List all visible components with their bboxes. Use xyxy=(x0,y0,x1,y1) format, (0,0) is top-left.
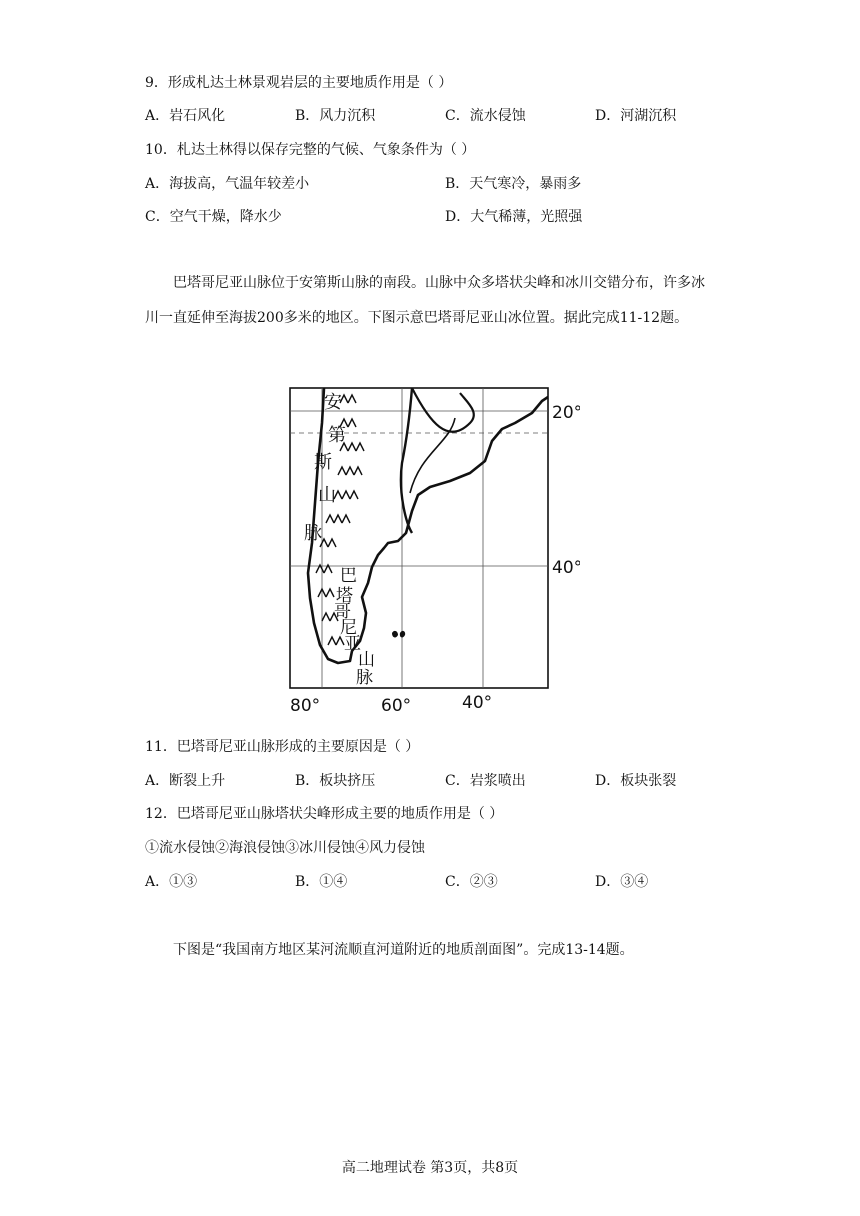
question-12-option-a: A．①③ xyxy=(145,874,198,890)
map-svg xyxy=(280,383,580,723)
question-12-sub: ①流水侵蚀②海浪侵蚀③冰川侵蚀④风力侵蚀 xyxy=(145,840,425,856)
patagonia-label-char: 巴 xyxy=(340,566,357,586)
andes-label-char: 斯 xyxy=(314,452,332,473)
question-12-stem: 12．巴塔哥尼亚山脉塔状尖峰形成主要的地质作用是（ ） xyxy=(145,806,504,822)
andes-label-char: 安 xyxy=(324,392,342,413)
question-11-option-a: A．断裂上升 xyxy=(145,773,226,789)
question-10-option-b: B．天气寒冷，暴雨多 xyxy=(445,176,582,192)
patagonia-label-char: 尼 xyxy=(340,618,357,638)
passage-patagonia: 巴塔哥尼亚山脉位于安第斯山脉的南段。山脉中众多塔状尖峰和冰川交错分布，许多冰川一直延伸至海拔200多米的地区。下图示意巴塔哥尼亚山冰位置。据此完成11-12题。 xyxy=(145,275,705,326)
question-12-option-b: B．①④ xyxy=(295,874,348,890)
lat-label-40: 40° xyxy=(552,558,580,578)
question-11-option-c: C．岩浆喷出 xyxy=(445,773,526,789)
question-9-option-c: C．流水侵蚀 xyxy=(445,108,526,124)
question-11-stem: 11．巴塔哥尼亚山脉形成的主要原因是（ ） xyxy=(145,739,420,755)
question-10-option-a: A．海拔高，气温年较差小 xyxy=(145,176,310,192)
question-12-option-c: C．②③ xyxy=(445,874,498,890)
lon-label-60: 60° xyxy=(381,696,412,716)
patagonia-label-char: 哥 xyxy=(334,602,351,622)
question-11-option-b: B．板块挤压 xyxy=(295,773,376,789)
andes-label-char: 第 xyxy=(328,425,346,446)
andes-label-char: 脉 xyxy=(304,523,322,544)
lon-label-80: 80° xyxy=(290,696,321,716)
question-10-stem: 10．札达土林得以保存完整的气候、气象条件为（ ） xyxy=(145,142,476,158)
question-9-option-b: B．风力沉积 xyxy=(295,108,376,124)
question-10-option-c: C．空气干燥，降水少 xyxy=(145,209,282,225)
question-11-option-d: D．板块张裂 xyxy=(595,773,677,789)
question-10-option-d: D．大气稀薄，光照强 xyxy=(445,209,583,225)
andes-label-char: 山 xyxy=(318,485,336,506)
question-9-option-a: A．岩石风化 xyxy=(145,108,226,124)
lon-label-40: 40° xyxy=(462,693,493,713)
page-footer: 高二地理试卷 第3页，共8页 xyxy=(341,1160,519,1176)
patagonia-map xyxy=(280,383,580,723)
question-9-option-d: D．河湖沉积 xyxy=(595,108,677,124)
lat-label-20: 20° xyxy=(552,403,580,423)
patagonia-label-char: 山 xyxy=(358,650,375,670)
question-9-stem: 9．形成札达土林景观岩层的主要地质作用是（ ） xyxy=(145,75,453,91)
question-12-option-d: D．③④ xyxy=(595,874,649,890)
patagonia-label-char: 亚 xyxy=(344,634,361,654)
passage-13-14: 下图是“我国南方地区某河流顺直河道附近的地质剖面图”。完成13-14题。 xyxy=(173,942,634,958)
patagonia-label-char: 塔 xyxy=(336,586,353,606)
patagonia-label-char: 脉 xyxy=(356,668,373,688)
